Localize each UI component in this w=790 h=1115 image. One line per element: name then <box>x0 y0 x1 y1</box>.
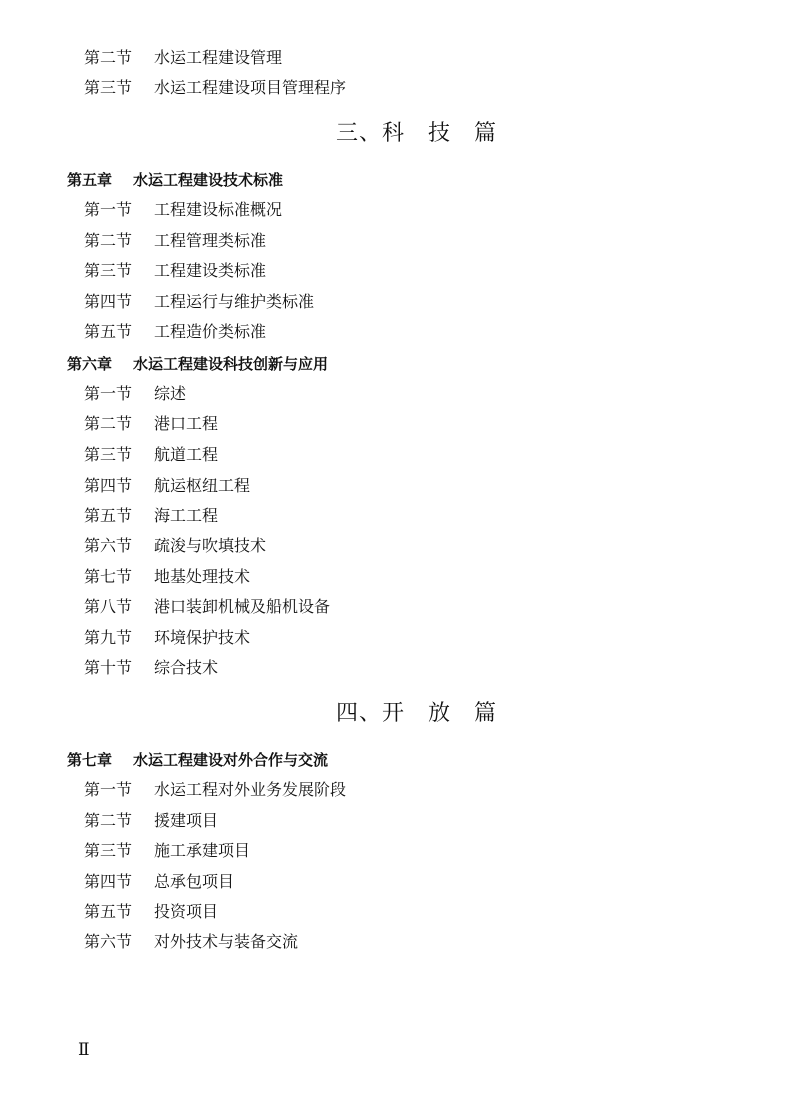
toc-section[interactable] <box>84 628 250 648</box>
section-title: 投资项目 <box>154 902 219 921</box>
toc-section[interactable] <box>84 811 218 831</box>
toc-section[interactable] <box>84 292 314 312</box>
section-title: 对外技术与装备交流 <box>154 932 299 951</box>
toc-section[interactable] <box>84 597 330 617</box>
toc-section[interactable] <box>84 445 218 465</box>
section-number: 第四节 <box>84 292 133 311</box>
section-title: 疏浚与吹填技术 <box>154 536 267 555</box>
section-title: 港口装卸机械及船机设备 <box>154 597 331 616</box>
chapter-number: 第五章 <box>67 171 113 189</box>
section-title: 航道工程 <box>154 445 219 464</box>
section-title: 地基处理技术 <box>154 567 251 586</box>
section-number: 第三节 <box>84 78 133 97</box>
chapter-title: 水运工程建设技术标准 <box>133 171 284 189</box>
chapter-number: 第七章 <box>67 751 113 769</box>
section-number: 第二节 <box>84 811 133 830</box>
toc-section[interactable] <box>84 261 266 281</box>
section-number: 第八节 <box>84 597 133 616</box>
section-title: 工程造价类标准 <box>154 322 267 341</box>
section-number: 第五节 <box>84 506 133 525</box>
section-number: 第二节 <box>84 414 133 433</box>
section-title: 工程建设类标准 <box>154 261 267 280</box>
toc-section[interactable] <box>84 384 186 404</box>
section-number: 第九节 <box>84 628 133 647</box>
section-number: 第七节 <box>84 567 133 586</box>
section-number: 第十节 <box>84 658 133 677</box>
section-title: 援建项目 <box>154 811 219 830</box>
section-number: 第三节 <box>84 445 133 464</box>
section-title: 综合技术 <box>154 658 219 677</box>
section-title: 水运工程建设项目管理程序 <box>154 78 347 97</box>
section-title: 综述 <box>154 384 187 403</box>
toc-section[interactable] <box>84 78 346 98</box>
toc-section[interactable] <box>84 414 218 434</box>
section-title: 环境保护技术 <box>154 628 251 647</box>
section-number: 第五节 <box>84 322 133 341</box>
part-heading: 三、科 技 篇 <box>336 121 498 146</box>
section-number: 第六节 <box>84 932 133 951</box>
section-number: 第六节 <box>84 536 133 555</box>
part-heading: 四、开 放 篇 <box>336 701 498 726</box>
section-number: 第一节 <box>84 200 133 219</box>
section-title: 工程建设标准概况 <box>154 200 283 219</box>
section-title: 工程管理类标准 <box>154 231 267 250</box>
toc-section[interactable] <box>84 536 266 556</box>
section-number: 第四节 <box>84 872 133 891</box>
toc-section[interactable] <box>84 567 250 587</box>
section-title: 港口工程 <box>154 414 219 433</box>
section-title: 航运枢纽工程 <box>154 476 251 495</box>
toc-section[interactable] <box>84 506 218 526</box>
toc-section[interactable] <box>84 322 266 342</box>
chapter-title: 水运工程建设对外合作与交流 <box>133 751 329 769</box>
toc-section[interactable] <box>84 932 298 952</box>
toc-chapter[interactable] <box>67 750 328 770</box>
page-number: Ⅱ <box>78 1040 90 1060</box>
section-number: 第五节 <box>84 902 133 921</box>
section-number: 第二节 <box>84 231 133 250</box>
section-number: 第一节 <box>84 780 133 799</box>
toc-section[interactable] <box>84 841 250 861</box>
section-title: 工程运行与维护类标准 <box>154 292 315 311</box>
toc-chapter[interactable] <box>67 354 328 374</box>
section-title: 总承包项目 <box>154 872 235 891</box>
toc-section[interactable] <box>84 476 250 496</box>
section-number: 第三节 <box>84 261 133 280</box>
chapter-title: 水运工程建设科技创新与应用 <box>133 355 329 373</box>
toc-chapter[interactable] <box>67 170 283 190</box>
section-number: 第一节 <box>84 384 133 403</box>
chapter-number: 第六章 <box>67 355 113 373</box>
section-title: 水运工程建设管理 <box>154 48 283 67</box>
toc-section[interactable] <box>84 658 218 678</box>
section-title: 水运工程对外业务发展阶段 <box>154 780 347 799</box>
section-title: 海工工程 <box>154 506 219 525</box>
section-number: 第三节 <box>84 841 133 860</box>
section-number: 第四节 <box>84 476 133 495</box>
section-number: 第二节 <box>84 48 133 67</box>
toc-section[interactable] <box>84 780 346 800</box>
section-title: 施工承建项目 <box>154 841 251 860</box>
toc-section[interactable] <box>84 902 218 922</box>
toc-section[interactable] <box>84 200 282 220</box>
toc-section[interactable] <box>84 872 234 892</box>
toc-section[interactable] <box>84 231 266 251</box>
toc-section[interactable] <box>84 48 282 68</box>
